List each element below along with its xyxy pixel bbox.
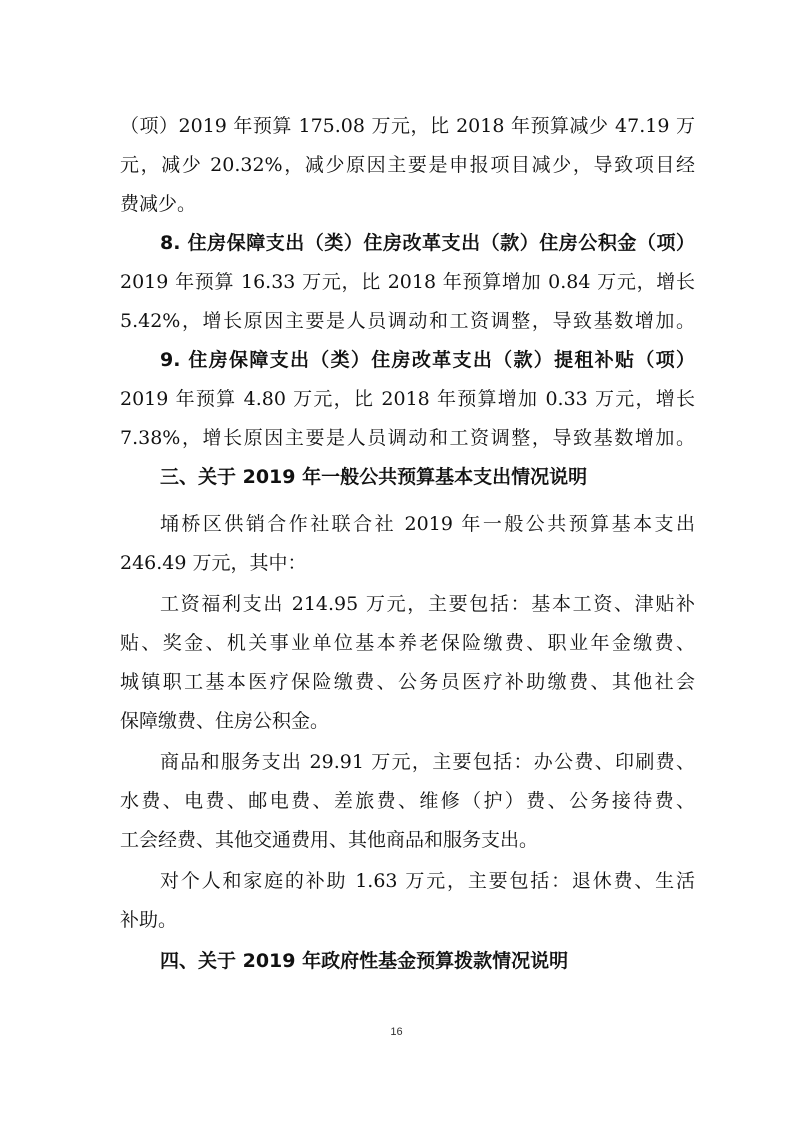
paragraph-line: 工资福利支出 214.95 万元，主要包括：基本工资、津贴补 [160, 593, 695, 615]
paragraph-line: 5.42%，增长原因主要是人员调动和工资调整，导致基数增加。 [120, 310, 695, 332]
section-heading-8: 8. 住房保障支出（类）住房改革支出（款）住房公积金（项） [160, 232, 695, 254]
paragraph-line: 246.49 万元，其中： [120, 552, 307, 574]
page-number: 16 [390, 1026, 403, 1038]
paragraph-line: 元，减少 20.32%，减少原因主要是申报项目减少，导致项目经 [120, 154, 695, 176]
paragraph-line: 2019 年预算 16.33 万元，比 2018 年预算增加 0.84 万元，增长 [120, 271, 695, 293]
paragraph-line: 7.38%，增长原因主要是人员调动和工资调整，导致基数增加。 [120, 427, 695, 449]
paragraph-line: 费减少。 [120, 193, 197, 215]
paragraph-line: 工会经费、其他交通费用、其他商品和服务支出。 [120, 829, 539, 851]
paragraph-line: 补助。 [120, 909, 178, 931]
paragraph-line: 埇桥区供销合作社联合社 2019 年一般公共预算基本支出 [160, 513, 695, 535]
paragraph-line: 贴、奖金、机关事业单位基本养老保险缴费、职业年金缴费、 [120, 632, 695, 654]
section-heading-4: 四、关于 2019 年政府性基金预算拨款情况说明 [160, 950, 569, 972]
paragraph-line: 2019 年预算 4.80 万元，比 2018 年预算增加 0.33 万元，增长 [120, 388, 695, 410]
paragraph-line: 商品和服务支出 29.91 万元，主要包括：办公费、印刷费、 [160, 751, 695, 773]
paragraph-line: （项）2019 年预算 175.08 万元，比 2018 年预算减少 47.19 万 [120, 115, 695, 137]
section-heading-3: 三、关于 2019 年一般公共预算基本支出情况说明 [160, 466, 588, 488]
section-heading-9: 9. 住房保障支出（类）住房改革支出（款）提租补贴（项） [160, 349, 695, 371]
paragraph-line: 水费、电费、邮电费、差旅费、维修（护）费、公务接待费、 [120, 790, 695, 812]
paragraph-line: 对个人和家庭的补助 1.63 万元，主要包括：退休费、生活 [160, 870, 695, 892]
paragraph-line: 城镇职工基本医疗保险缴费、公务员医疗补助缴费、其他社会 [120, 671, 695, 693]
paragraph-line: 保障缴费、住房公积金。 [120, 710, 330, 732]
